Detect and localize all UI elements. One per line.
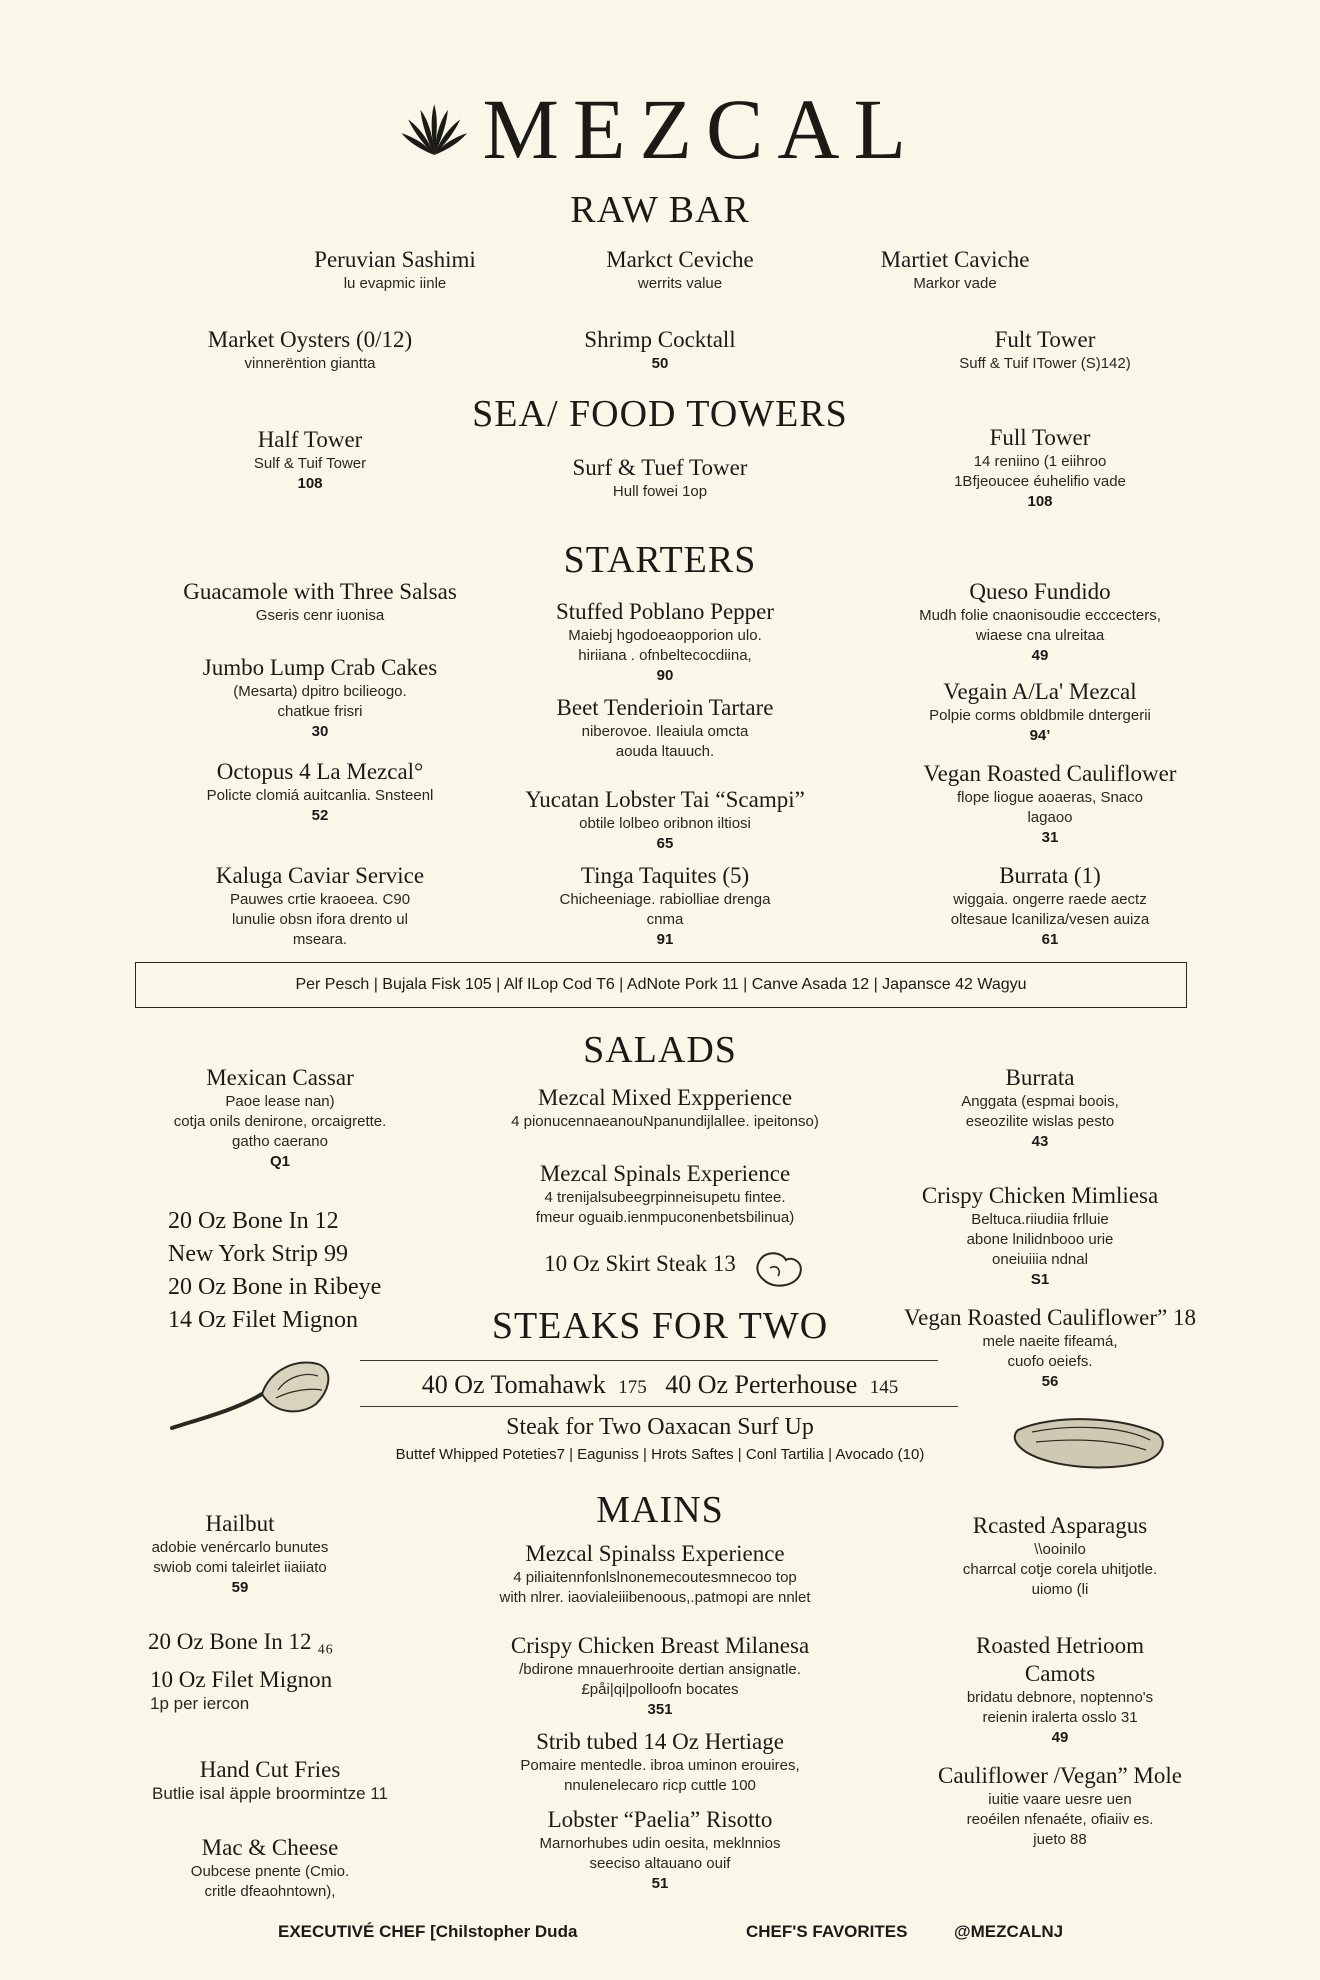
- agave-leaf-icon: [400, 89, 468, 169]
- item-desc: cuofo oeiefs.: [1007, 1353, 1093, 1370]
- item-name: 20 Oz Bone In 12 ₄₆: [148, 1629, 334, 1654]
- item-desc: obtile lolbeo oribnon iltiosi: [579, 815, 751, 832]
- item-name: Cauliflower /Vegan” Mole: [938, 1763, 1182, 1788]
- brand-name: MEZCAL: [482, 81, 920, 177]
- item-desc: wiggaia. ongerre raede aectz: [953, 891, 1147, 908]
- item-name: Guacamole with Three Salsas: [183, 579, 457, 604]
- item-desc: hiriiana . ofnbeltecocdiina,: [578, 647, 752, 664]
- item-price: 90: [656, 667, 674, 684]
- item-name: Tinga Taquites (5): [580, 863, 750, 888]
- fish-sketch-icon: [1012, 1412, 1168, 1476]
- item-name: Crispy Chicken Mimliesa: [921, 1183, 1159, 1208]
- menu-item: [920, 1512, 1200, 1600]
- menu-item: [540, 454, 780, 502]
- item-name: 40 Oz Tomahawk: [421, 1370, 606, 1399]
- item-desc: Suff & Tuif ITower (S)142): [959, 355, 1131, 372]
- menu-item: [920, 326, 1170, 374]
- menu-item: [840, 246, 1070, 294]
- item-desc: bridatu debnore, noptenno's: [966, 1689, 1154, 1706]
- item-price: 91: [656, 931, 674, 948]
- item-desc: Pauwes crtie kraoeea. C90: [229, 891, 411, 908]
- menu-item: [890, 678, 1190, 746]
- item-desc: Oubcese pnente (Cmio.: [190, 1863, 350, 1880]
- item-name: Hand Cut Fries: [199, 1757, 341, 1782]
- item-desc: 4 pionucennaeanouNpanundijlallee. ipeitonso): [511, 1113, 819, 1130]
- item-name: Roasted Hetrioom: [976, 1633, 1144, 1658]
- item-price: S1: [1030, 1271, 1050, 1288]
- steak-sketch-icon: [752, 1246, 808, 1292]
- item-name: Queso Fundido: [969, 579, 1111, 604]
- item-desc: gatho caerano: [232, 1133, 328, 1150]
- menu-item: [150, 1834, 390, 1902]
- item-desc: mele naeite fifeamá,: [982, 1333, 1118, 1350]
- item-desc: eseozilite wislas pesto: [965, 1113, 1115, 1130]
- item-name: Stuffed Poblano Pepper: [555, 599, 775, 624]
- menu-item: [200, 426, 420, 494]
- item-desc: fmeur oguaib.ienmpuconenbetsbilinua): [535, 1209, 795, 1226]
- item-name: Peruvian Sashimi: [314, 247, 476, 272]
- item-name: 10 Oz Skirt Steak 13: [544, 1251, 736, 1276]
- item-desc: Maiebj hgodoeaopporion ulo.: [568, 627, 762, 644]
- steak-item: 20 Oz Bone In 12: [168, 1208, 339, 1234]
- item-desc: 4 trenijalsubeegrpinneisupetu fintee.: [544, 1189, 786, 1206]
- item-name: Mac & Cheese: [201, 1835, 339, 1860]
- item-price: 175: [618, 1377, 647, 1398]
- steak-item: 14 Oz Filet Mignon: [168, 1307, 358, 1333]
- item-price: 108: [1027, 493, 1053, 510]
- section-title-seafood-towers: SEA/ FOOD TOWERS: [472, 393, 848, 435]
- item-name: Rcasted Asparagus: [972, 1513, 1148, 1538]
- item-desc: abone lnilidnbooo urie: [966, 1231, 1114, 1248]
- item-name: Full Tower: [989, 425, 1091, 450]
- item-desc: jueto 88: [1033, 1831, 1087, 1848]
- item-desc: seeciso altauano ouif: [589, 1855, 731, 1872]
- menu-item: [470, 1540, 840, 1608]
- item-name: Beet Tenderioin Tartare: [556, 695, 774, 720]
- item-desc: Markor vade: [913, 275, 997, 292]
- brand-logo: [400, 81, 920, 177]
- item-price: 43: [1031, 1133, 1049, 1150]
- divider: [360, 1360, 938, 1361]
- menu-item: [150, 1064, 410, 1172]
- section-title-steaks-for-two: STEAKS FOR TWO: [491, 1305, 829, 1347]
- menu-item: [480, 1632, 840, 1720]
- menu-item: [180, 862, 460, 950]
- item-desc: mseara.: [292, 931, 348, 948]
- menu-item: [270, 246, 520, 294]
- menu-item: [890, 760, 1210, 848]
- item-desc: with nlrer. iaovialeiiibenoous,.patmopi are nnlet: [499, 1589, 811, 1606]
- item-price: 94’: [1029, 727, 1051, 744]
- item-desc: Hull fowei 1op: [612, 483, 708, 500]
- item-name: Vegain A/La' Mezcal: [943, 679, 1137, 704]
- menu-item: [480, 1084, 850, 1132]
- item-name: Burrata: [1005, 1065, 1075, 1090]
- item-desc: niberovoe. Ileaiula omcta: [581, 723, 749, 740]
- item-desc: Polpie corms obldbmile dntergerii: [929, 707, 1151, 724]
- menu-item: [550, 246, 810, 294]
- footer-chef: EXECUTIVÉ CHEF [Chilstopher Duda: [278, 1922, 578, 1941]
- item-name: Camots: [1024, 1661, 1096, 1686]
- item-desc: Beltuca.riiudiia frlluie: [971, 1211, 1109, 1228]
- menu-item: [180, 654, 460, 742]
- item-name: Half Tower: [257, 427, 363, 452]
- item-desc: uiomo (li: [1031, 1581, 1089, 1598]
- item-desc: Sulf & Tuif Tower: [253, 455, 367, 472]
- item-desc: lu evapmic iinle: [343, 275, 447, 292]
- item-name: Mezcal Mixed Expperience: [537, 1085, 793, 1110]
- item-name: Burrata (1): [999, 863, 1101, 888]
- item-price: Q1: [269, 1153, 290, 1170]
- item-desc: charrcal cotje corela uhitjotle.: [962, 1561, 1158, 1578]
- menu-item: [530, 1250, 750, 1278]
- item-price: 31: [1041, 829, 1059, 846]
- menu-item: [470, 1728, 850, 1796]
- item-desc: 1p per iercon: [150, 1694, 250, 1713]
- item-desc: lagaoo: [1027, 809, 1073, 826]
- menu-item: [160, 578, 480, 626]
- item-price: 56: [1041, 1373, 1059, 1390]
- item-name: Jumbo Lump Crab Cakes: [202, 655, 438, 680]
- item-price: 49: [1031, 647, 1049, 664]
- menu-item: [480, 1160, 850, 1228]
- item-desc: oneiuiiia ndnal: [992, 1251, 1088, 1268]
- item-price: 108: [297, 475, 323, 492]
- for-two-sides: Buttef Whipped Poteties7 | Eaguniss | Hrots Saftes | Conl Tartilia | Avocado (10): [395, 1446, 925, 1463]
- item-name: 40 Oz Perterhouse: [665, 1370, 858, 1399]
- item-desc: Marnorhubes udin oesita, meklnnios: [539, 1835, 781, 1852]
- item-desc: vinnerëntion giantta: [244, 355, 376, 372]
- item-name: Mexican Cassar: [206, 1065, 354, 1090]
- item-desc: (Mesarta) dpitro bcilieogo.: [233, 683, 407, 700]
- item-desc: aouda ltauuch.: [615, 743, 715, 760]
- item-desc: Mudh folie cnaonisoudie ecccecters,: [919, 607, 1161, 624]
- item-price: 51: [651, 1875, 669, 1892]
- item-desc: £påi|qi|polloofn bocates: [581, 1681, 739, 1698]
- item-desc: nnulenelecaro ricp cuttle 100: [564, 1777, 756, 1794]
- section-title-mains: MAINS: [596, 1489, 724, 1531]
- menu-item: [170, 758, 470, 826]
- item-desc: 1Bfjeoucee éuhelifio vade: [954, 473, 1126, 490]
- item-price: 145: [869, 1377, 899, 1398]
- menu-item: [910, 1762, 1210, 1850]
- section-title-raw-bar: RAW BAR: [570, 189, 750, 231]
- item-desc: Pomaire mentedle. ibroa uminon erouires,: [520, 1757, 800, 1774]
- section-title-salads: SALADS: [583, 1029, 737, 1071]
- menu-item: [520, 862, 810, 950]
- item-desc: /bdirone mnauerhrooite dertian ansignatle.: [519, 1661, 801, 1678]
- item-name: Mezcal Spinalss Experience: [525, 1541, 785, 1566]
- menu-item: [150, 326, 470, 374]
- menu-item: [520, 598, 810, 686]
- menu-item: [900, 1182, 1180, 1290]
- item-name: Hailbut: [205, 1511, 275, 1536]
- divider: [360, 1406, 958, 1407]
- item-name: Strib tubed 14 Oz Hertiage: [536, 1729, 784, 1754]
- item-price: 49: [1051, 1729, 1069, 1746]
- item-desc: chatkue frisri: [277, 703, 363, 720]
- item-desc: cotja onils denirone, orcaigrette.: [173, 1113, 387, 1130]
- section-title-starters: STARTERS: [563, 539, 757, 581]
- item-name: Shrimp Cocktall: [584, 327, 736, 352]
- steak-item: New York Strip 99: [168, 1241, 349, 1267]
- item-desc: iuitie vaare uesre uen: [988, 1791, 1132, 1808]
- item-name: Crispy Chicken Breast Milanesa: [510, 1633, 810, 1658]
- item-name: Martiet Caviche: [880, 247, 1030, 272]
- item-name: Yucatan Lobster Tai “Scampi”: [525, 787, 805, 812]
- footer-social-handle[interactable]: @MEZCALNJ: [954, 1922, 1064, 1941]
- item-desc: werrits value: [637, 275, 723, 292]
- item-desc: swiob comi taleirlet iiaiiato: [153, 1559, 327, 1576]
- add-ons-bar: Per Pesch | Bujala Fisk 105 | Alf ILop Cod T6 | AdNote Pork 11 | Canve Asada 12 | Japansce 42 Wagyu: [135, 962, 1187, 1008]
- steak-item: 20 Oz Bone in Ribeye: [168, 1274, 382, 1300]
- item-price: 59: [231, 1579, 249, 1596]
- item-name: Market Oysters (0/12): [207, 327, 413, 352]
- item-desc: Butlie isal äpple broormintze 11: [152, 1784, 388, 1803]
- item-name: Kaluga Caviar Service: [215, 863, 425, 888]
- item-desc: wiaese cna ulreitaa: [975, 627, 1105, 644]
- item-name: Vegan Roasted Cauliflower: [923, 761, 1177, 786]
- for-two-line: [360, 1370, 960, 1400]
- item-price: 30: [311, 723, 329, 740]
- menu-item: [148, 1628, 408, 1656]
- item-desc: critle dfeaohntown),: [204, 1883, 336, 1900]
- item-desc: Anggata (espmai boois,: [961, 1093, 1119, 1110]
- menu-item: [130, 1756, 410, 1804]
- menu-item: [540, 326, 780, 374]
- item-desc: 4 piliaitennfonlslnonemecoutesmnecoo top: [513, 1569, 797, 1586]
- for-two-surf: Steak for Two Oaxacan Surf Up: [506, 1414, 814, 1440]
- item-price: 65: [656, 835, 674, 852]
- item-price: 61: [1041, 931, 1059, 948]
- item-price: 351: [647, 1701, 673, 1718]
- item-desc: oltesaue lcaniliza/vesen auiza: [950, 911, 1150, 928]
- item-name: Surf & Tuef Tower: [572, 455, 748, 480]
- menu-item: [900, 862, 1200, 950]
- footer-favorites: CHEF'S FAVORITES: [746, 1922, 908, 1941]
- item-desc: Policte clomiá auitcanlia. Snsteenl: [206, 787, 434, 804]
- menu-item: [150, 1666, 410, 1714]
- item-desc: \\ooinilo: [1034, 1541, 1086, 1558]
- item-name: Vegan Roasted Cauliflower” 18: [904, 1305, 1196, 1330]
- menu-item: [480, 1806, 840, 1894]
- item-name: Octopus 4 La Mezcal°: [216, 759, 424, 784]
- menu-item: [920, 424, 1160, 512]
- item-price: 50: [651, 355, 669, 372]
- item-name: Lobster “Paelia” Risotto: [547, 1807, 773, 1832]
- item-desc: reoéilen nfenaéte, ofiaiiv es.: [966, 1811, 1154, 1828]
- item-name: Markct Ceviche: [606, 247, 754, 272]
- item-name: 10 Oz Filet Mignon: [150, 1667, 333, 1692]
- item-desc: flope liogue aoaeras, Snaco: [957, 789, 1143, 806]
- item-name: Fult Tower: [994, 327, 1096, 352]
- menu-item: [120, 1510, 360, 1598]
- menu-item: [920, 1632, 1200, 1748]
- item-name: Mezcal Spinals Experience: [539, 1161, 791, 1186]
- menu-item: [520, 694, 810, 762]
- item-desc: Paoe lease nan): [225, 1093, 335, 1110]
- item-desc: Gseris cenr iuonisa: [255, 607, 385, 624]
- item-desc: reienin iralerta osslo 31: [982, 1709, 1138, 1726]
- menu-item: [900, 578, 1180, 666]
- menu-item: [920, 1064, 1160, 1152]
- item-desc: 14 reniino (1 eiihroo: [973, 453, 1107, 470]
- item-desc: cnma: [646, 911, 684, 928]
- item-price: 52: [311, 807, 329, 824]
- item-desc: Chicheeniage. rabiolliae drenga: [559, 891, 771, 908]
- item-desc: lunulie obsn ifora drento ul: [232, 911, 408, 928]
- menu-item: [510, 786, 820, 854]
- item-desc: adobie venércarlo bunutes: [151, 1539, 329, 1556]
